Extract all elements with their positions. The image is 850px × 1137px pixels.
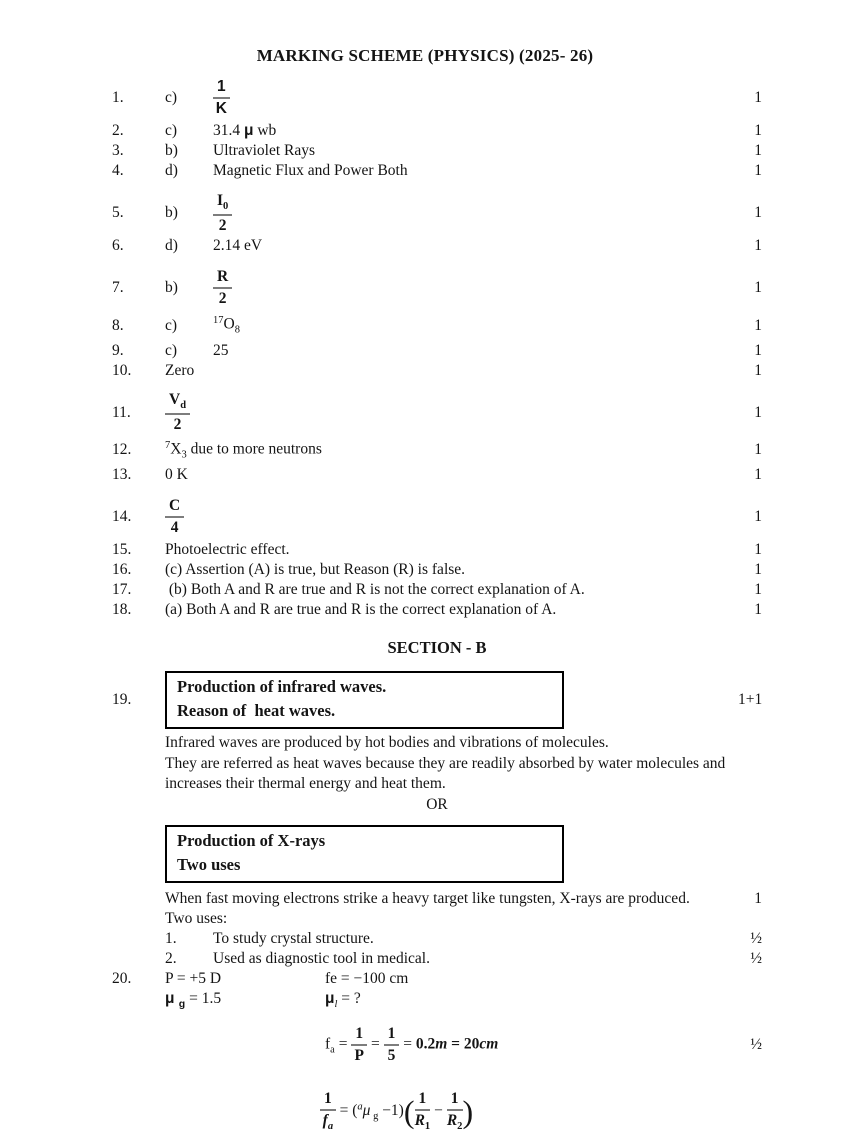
question-number: 20. bbox=[112, 969, 132, 987]
question-number: 11. bbox=[112, 403, 131, 421]
text-segment: μ bbox=[362, 1102, 371, 1120]
question-row bbox=[112, 311, 762, 341]
text-segment: 25 bbox=[213, 341, 229, 359]
two-uses-label: Two uses: bbox=[165, 909, 228, 927]
text-segment: 2.14 eV bbox=[213, 237, 263, 254]
text-segment: = 1.5 bbox=[185, 989, 222, 1007]
marks: 1 bbox=[754, 581, 762, 598]
fraction bbox=[165, 391, 190, 434]
option-letter: b) bbox=[165, 142, 178, 159]
text-segment: a bbox=[327, 1120, 334, 1132]
text-segment: (b) Both A and R are true and R is not the correct explanation of A. bbox=[165, 581, 585, 598]
given-value bbox=[165, 969, 325, 989]
answer-text bbox=[213, 121, 738, 141]
fraction bbox=[213, 78, 230, 118]
big-paren: ( bbox=[403, 1093, 415, 1130]
question-number: 18. bbox=[112, 601, 132, 618]
text-segment: 7 bbox=[165, 439, 171, 451]
use-number: 1. bbox=[165, 929, 177, 947]
text-segment: μ bbox=[325, 989, 335, 1007]
question-number: 3. bbox=[112, 142, 124, 159]
question-number: 4. bbox=[112, 162, 124, 179]
question-row bbox=[112, 161, 762, 181]
text-segment: Magnetic Flux and Power Both bbox=[213, 162, 408, 179]
text-segment: μ bbox=[165, 989, 179, 1007]
marks: ½ bbox=[750, 929, 762, 947]
text-segment: O bbox=[223, 315, 235, 333]
q19-answer bbox=[165, 733, 765, 795]
document-title: MARKING SCHEME (PHYSICS) (2025- 26) bbox=[256, 46, 594, 65]
text-segment: X bbox=[170, 440, 182, 457]
option-letter: b) bbox=[165, 279, 178, 296]
text-segment: 17 bbox=[213, 315, 224, 326]
text-segment: R bbox=[217, 268, 229, 286]
text-segment: = 20 bbox=[447, 1035, 480, 1053]
text-segment: wb bbox=[253, 122, 277, 139]
text-segment: I bbox=[217, 191, 224, 209]
marks: 1 bbox=[754, 561, 762, 578]
marks: 1 bbox=[754, 403, 762, 421]
marks: 1 bbox=[754, 341, 762, 359]
option-letter: c) bbox=[165, 122, 178, 139]
text-segment: 0 bbox=[223, 200, 229, 212]
question-19-row bbox=[112, 671, 762, 729]
answer-line: They are referred as heat waves because they are readily absorbed by water molecules and increases their thermal energy and heat them. bbox=[165, 754, 726, 792]
text-segment: μ bbox=[244, 122, 254, 139]
document-content bbox=[112, 76, 762, 1137]
question-number: 5. bbox=[112, 204, 124, 221]
question-row bbox=[112, 191, 762, 235]
question-row bbox=[112, 361, 762, 381]
box-line: Production of infrared waves. bbox=[177, 677, 387, 696]
text-segment: P = +5 D bbox=[165, 969, 222, 987]
question-number: 8. bbox=[112, 316, 124, 334]
question-row bbox=[112, 495, 762, 539]
question-number: 2. bbox=[112, 122, 124, 139]
given-value bbox=[325, 989, 361, 1010]
text-segment: 2 bbox=[457, 1120, 463, 1132]
answer-text bbox=[213, 341, 738, 361]
question-number: 7. bbox=[112, 279, 124, 296]
xray-answer-row bbox=[165, 889, 762, 909]
fraction bbox=[447, 1090, 463, 1133]
question-number: 9. bbox=[112, 341, 124, 359]
fraction bbox=[415, 1090, 431, 1133]
marks: 1 bbox=[754, 361, 762, 379]
text-segment: K bbox=[215, 100, 227, 117]
text-segment: 1 bbox=[387, 1024, 396, 1042]
answer-text: When fast moving electrons strike a heavy target like tungsten, X-rays are produced. bbox=[165, 889, 690, 907]
text-segment: due to more neutrons bbox=[186, 440, 322, 457]
marks: 1 bbox=[754, 142, 762, 159]
formula bbox=[320, 1090, 473, 1133]
question-20-row bbox=[112, 969, 762, 1015]
text-segment: 2 bbox=[218, 216, 227, 234]
text-segment: C bbox=[169, 497, 181, 515]
fraction bbox=[213, 268, 232, 308]
text-segment: = ? bbox=[337, 989, 361, 1007]
marks: 1 bbox=[754, 889, 762, 907]
text-segment: f bbox=[325, 1035, 331, 1053]
question-number: 14. bbox=[112, 508, 132, 525]
given-line bbox=[165, 989, 408, 1015]
given-line bbox=[165, 969, 408, 989]
use-number: 2. bbox=[165, 949, 177, 967]
q20-formula-1-row bbox=[325, 1023, 762, 1067]
answer-fraction bbox=[213, 192, 738, 235]
box-line: Reason of heat waves. bbox=[177, 701, 336, 720]
question-row bbox=[112, 141, 762, 161]
answer-fraction bbox=[165, 391, 738, 434]
marks: 1 bbox=[754, 204, 762, 221]
text-segment: a bbox=[330, 1044, 335, 1056]
option-letter: c) bbox=[165, 341, 178, 359]
answer-text bbox=[165, 540, 738, 560]
marks: 1 bbox=[754, 279, 762, 296]
text-segment: 8 bbox=[234, 324, 240, 336]
question-number: 16. bbox=[112, 561, 132, 578]
text-segment: 5 bbox=[387, 1046, 396, 1064]
question-row bbox=[112, 436, 762, 466]
given-value bbox=[325, 970, 408, 987]
fraction bbox=[213, 192, 232, 235]
question-row bbox=[112, 391, 762, 435]
fraction bbox=[165, 497, 184, 537]
marks: 1+1 bbox=[738, 691, 763, 708]
marks: 1 bbox=[754, 316, 762, 334]
fraction bbox=[384, 1025, 400, 1065]
use-item bbox=[165, 949, 762, 969]
marks: 1 bbox=[754, 466, 762, 483]
marks: 1 bbox=[754, 162, 762, 179]
answer-fraction bbox=[213, 268, 738, 308]
text-segment: = bbox=[367, 1035, 384, 1053]
box-line: Two uses bbox=[177, 854, 241, 874]
text-segment: l bbox=[334, 998, 338, 1010]
text-segment: 1 bbox=[418, 1090, 427, 1108]
section-a bbox=[112, 76, 762, 620]
option-letter: c) bbox=[165, 89, 178, 106]
use-text: Used as diagnostic tool in medical. bbox=[213, 949, 430, 967]
text-segment: 2 bbox=[218, 290, 227, 307]
text-segment: Photoelectric effect. bbox=[165, 541, 290, 558]
answer-text bbox=[165, 465, 738, 485]
text-segment: = bbox=[334, 1035, 352, 1053]
answer-fraction bbox=[165, 497, 738, 537]
or-separator: OR bbox=[426, 795, 448, 813]
use-text: To study crystal structure. bbox=[213, 929, 374, 947]
question-row bbox=[112, 465, 762, 485]
text-segment: 31.4 bbox=[213, 122, 244, 139]
text-segment: 0 K bbox=[165, 466, 188, 483]
text-segment: −1) bbox=[378, 1102, 404, 1120]
text-segment: 0.2 bbox=[415, 1035, 436, 1053]
answer-fraction bbox=[213, 78, 738, 118]
option-letter: d) bbox=[165, 162, 178, 179]
question-row bbox=[112, 560, 762, 580]
question-row bbox=[112, 236, 762, 256]
marks: ½ bbox=[750, 949, 762, 967]
question-19-or-row bbox=[112, 825, 762, 883]
marks: 1 bbox=[754, 441, 762, 459]
text-segment: d bbox=[180, 400, 187, 412]
question-row bbox=[112, 540, 762, 560]
text-segment: (a) Both A and R are true and R is the correct explanation of A. bbox=[165, 601, 557, 618]
answer-text bbox=[165, 436, 738, 466]
answer-text bbox=[213, 141, 738, 161]
answer-text bbox=[165, 580, 738, 600]
use-item bbox=[165, 929, 762, 949]
text-segment: 1 bbox=[424, 1120, 431, 1132]
marks: ½ bbox=[750, 1035, 762, 1053]
text-segment: a bbox=[357, 1101, 363, 1113]
text-segment: 4 bbox=[170, 519, 179, 536]
text-segment: = bbox=[399, 1035, 416, 1053]
answer-text bbox=[165, 560, 738, 580]
question-row bbox=[112, 341, 762, 361]
marks: 1 bbox=[754, 601, 762, 618]
xray-box bbox=[165, 825, 564, 883]
text-segment: Zero bbox=[165, 361, 195, 379]
answer-text bbox=[165, 600, 738, 620]
answer-line: Infrared waves are produced by hot bodies and vibrations of molecules. bbox=[165, 734, 609, 751]
answer-text bbox=[213, 161, 738, 181]
text-segment: (c) Assertion (A) is true, but Reason (R) is false. bbox=[165, 561, 466, 578]
text-segment: f bbox=[322, 1111, 328, 1129]
question-row bbox=[112, 600, 762, 620]
question-number: 1. bbox=[112, 89, 124, 106]
answer-text bbox=[213, 236, 738, 256]
option-letter: b) bbox=[165, 204, 178, 221]
question-number: 13. bbox=[112, 466, 132, 483]
text-segment: m bbox=[435, 1035, 448, 1053]
text-segment: 3 bbox=[181, 449, 187, 460]
text-segment: g bbox=[370, 1111, 379, 1123]
marks: 1 bbox=[754, 122, 762, 139]
text-segment: = ( bbox=[335, 1102, 358, 1120]
answer-text bbox=[165, 361, 738, 381]
uses-list bbox=[112, 929, 762, 969]
text-segment: R bbox=[414, 1111, 425, 1129]
marks: 1 bbox=[754, 541, 762, 558]
option-letter: c) bbox=[165, 316, 178, 334]
question-row bbox=[112, 580, 762, 600]
text-segment: g bbox=[178, 997, 186, 1010]
text-segment: R bbox=[446, 1111, 458, 1129]
text-segment: 1 bbox=[324, 1090, 332, 1108]
question-row bbox=[112, 76, 762, 120]
question-number: 19. bbox=[112, 691, 132, 708]
fraction bbox=[351, 1025, 367, 1065]
q20-given bbox=[165, 969, 408, 1015]
question-number: 12. bbox=[112, 441, 132, 459]
text-segment: 1 bbox=[217, 78, 226, 96]
big-paren: ) bbox=[462, 1093, 474, 1130]
answer-text bbox=[213, 311, 738, 341]
text-segment: 2 bbox=[173, 416, 182, 434]
text-segment: V bbox=[169, 391, 181, 409]
marks: 1 bbox=[754, 237, 762, 254]
question-number: 10. bbox=[112, 361, 132, 379]
text-segment: Ultraviolet Rays bbox=[213, 142, 316, 159]
question-row bbox=[112, 266, 762, 310]
text-segment: − bbox=[430, 1102, 447, 1120]
marks: 1 bbox=[754, 508, 762, 525]
section-b-heading: SECTION - B bbox=[387, 638, 487, 657]
text-segment: fe = −100 cm bbox=[325, 969, 409, 987]
formula bbox=[325, 1025, 738, 1065]
box-line: Production of X-rays bbox=[177, 830, 326, 850]
infrared-box bbox=[165, 671, 564, 729]
text-segment: 1 bbox=[450, 1090, 459, 1108]
option-letter: d) bbox=[165, 237, 178, 254]
marks: 1 bbox=[754, 89, 762, 106]
fraction bbox=[320, 1090, 336, 1133]
question-number: 15. bbox=[112, 541, 132, 558]
q20-formula-2-row bbox=[320, 1087, 762, 1137]
given-value bbox=[165, 989, 325, 1014]
question-number: 17. bbox=[112, 581, 132, 598]
text-segment: cm bbox=[479, 1035, 499, 1053]
text-segment: 1 bbox=[355, 1024, 364, 1042]
question-number: 6. bbox=[112, 237, 124, 254]
question-row bbox=[112, 121, 762, 141]
text-segment: P bbox=[354, 1046, 364, 1064]
